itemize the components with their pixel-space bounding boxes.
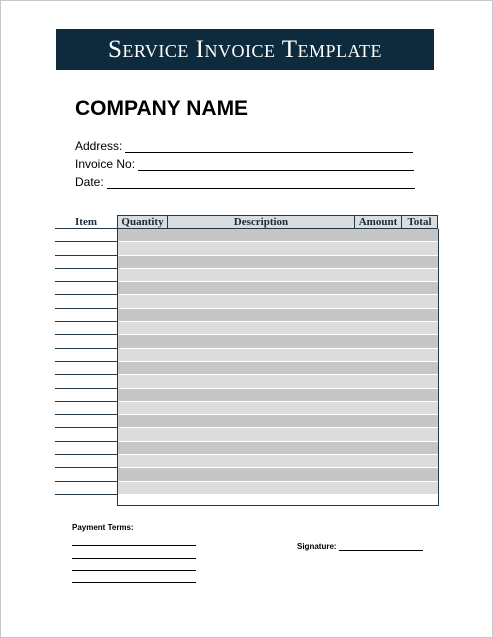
signature-field	[297, 542, 423, 551]
invoice-table-border	[117, 229, 439, 506]
payment-terms-line	[72, 570, 196, 571]
invoice-no-label: Invoice No:	[75, 157, 136, 171]
date-label: Date:	[75, 175, 104, 189]
payment-terms-line	[72, 582, 196, 583]
invoice-no-blank-line	[138, 159, 414, 171]
company-name: COMPANY NAME	[75, 97, 249, 120]
header-total: Total	[401, 215, 438, 229]
payment-terms-label: Payment Terms:	[72, 523, 134, 532]
document-title: Service Invoice Template	[107, 35, 383, 63]
header-item: Item	[55, 215, 117, 229]
document-title-banner	[56, 29, 434, 70]
payment-terms-line	[72, 545, 196, 546]
header-quantity: Quantity	[117, 215, 168, 229]
signature-blank-line	[339, 542, 423, 551]
address-field	[75, 139, 413, 153]
signature-label: Signature:	[297, 542, 337, 551]
item-cell-line	[55, 494, 117, 495]
date-blank-line	[107, 177, 415, 189]
address-blank-line	[125, 141, 413, 153]
invoice-no-field	[75, 157, 414, 171]
header-amount: Amount	[354, 215, 402, 229]
header-description: Description	[167, 215, 355, 229]
date-field	[75, 175, 415, 189]
address-label: Address:	[75, 139, 123, 153]
payment-terms-line	[72, 558, 196, 559]
